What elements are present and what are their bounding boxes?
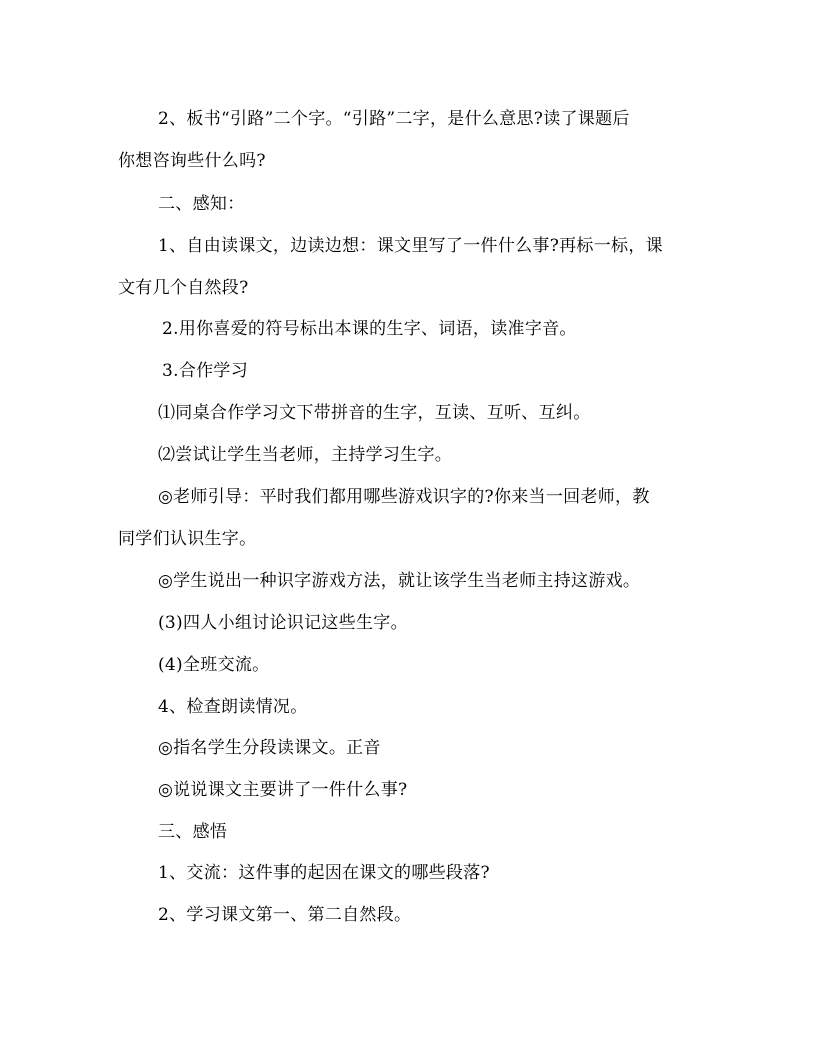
paragraph-line: 同学们认识生字。 <box>118 529 257 549</box>
paragraph-line: 2、板书“引路”二个字。“引路”二字，是什么意思?读了课题后 <box>158 109 630 129</box>
paragraph-line: ◎老师引导：平时我们都用哪些游戏识字的?你来当一回老师，教 <box>158 487 650 507</box>
paragraph-line: 你想咨询些什么吗? <box>118 151 266 171</box>
paragraph-line: ⑵尝试让学生当老师，主持学习生字。 <box>158 445 453 465</box>
paragraph-line: ◎指名学生分段读课文。正音 <box>158 738 381 758</box>
paragraph-line: 文有几个自然段? <box>118 278 249 298</box>
paragraph-line: 2.用你喜爱的符号标出本课的生字、词语，读准字音。 <box>162 319 577 339</box>
paragraph-line: ◎说说课文主要讲了一件什么事? <box>158 780 408 800</box>
paragraph-line: ⑴同桌合作学习文下带拼音的生字，互读、互听、互纠。 <box>158 403 591 423</box>
paragraph-line: 3.合作学习 <box>162 361 249 381</box>
section-heading: 二、感知： <box>158 194 245 214</box>
paragraph-line: (3)四人小组讨论识记这些生字。 <box>158 613 408 633</box>
paragraph-line: 4、检查朗读情况。 <box>158 697 308 717</box>
paragraph-line: 1、交流：这件事的起因在课文的哪些段落? <box>158 863 490 883</box>
paragraph-line: 1、自由读课文，边读边想：课文里写了一件什么事?再标一标，课 <box>158 236 663 256</box>
paragraph-line: 2、学习课文第一、第二自然段。 <box>158 905 412 925</box>
section-heading: 三、感悟 <box>158 822 228 842</box>
paragraph-line: ◎学生说出一种识字游戏方法，就让该学生当老师主持这游戏。 <box>158 571 641 591</box>
paragraph-line: (4)全班交流。 <box>158 655 270 675</box>
